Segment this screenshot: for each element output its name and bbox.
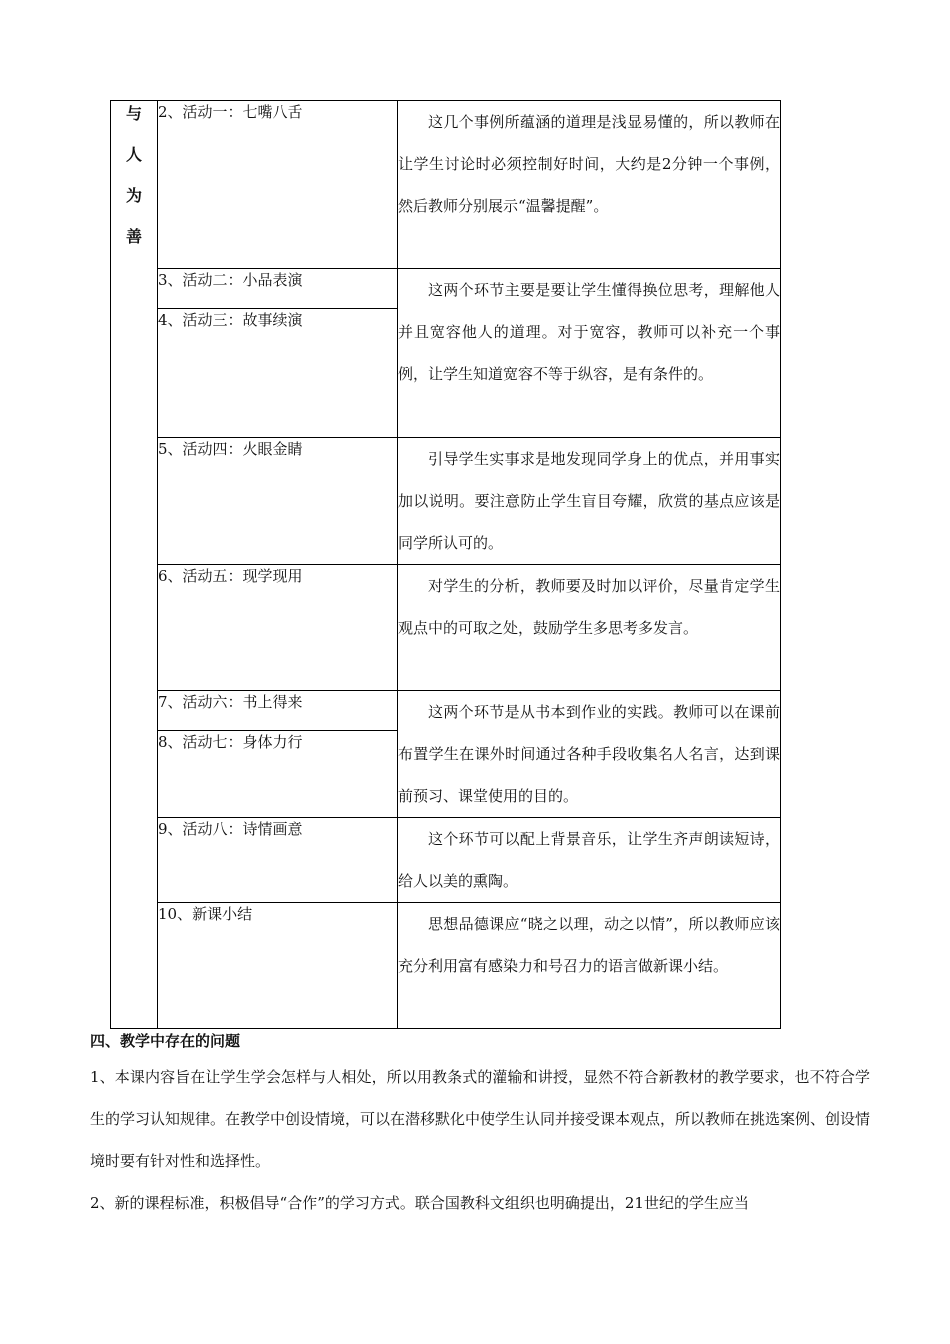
note-cell: 这个环节可以配上背景音乐，让学生齐声朗读短诗，给人以美的熏陶。 xyxy=(398,818,781,903)
side-label-cell xyxy=(111,101,158,1029)
activity-cell: 10、新课小结 xyxy=(158,903,398,1029)
note-cell: 思想品德课应“晓之以理，动之以情”，所以教师应该充分利用富有感染力和号召力的语言做新课小结。 xyxy=(398,903,781,1029)
paragraph: 1、本课内容旨在让学生学会怎样与人相处，所以用教条式的灌输和讲授，显然不符合新教材的教学要求，也不符合学生的学习认知规律。在教学中创设情境，可以在潜移默化中使学生认同并接受课本观点，所以教师在挑选案例、创设情境时要有针对性和选择性。 xyxy=(90,1068,871,1170)
table-row xyxy=(111,691,781,731)
activity-cell: 2、活动一：七嘴八舌 xyxy=(158,101,398,269)
note-cell: 对学生的分析，教师要及时加以评价，尽量肯定学生观点中的可取之处，鼓励学生多思考多发言。 xyxy=(398,565,781,691)
activity-table xyxy=(110,100,781,1029)
side-char: 人 xyxy=(125,145,142,164)
table-row xyxy=(111,818,781,903)
note-cell: 这两个环节是从书本到作业的实践。教师可以在课前布置学生在课外时间通过各种手段收集名人名言，达到课前预习、课堂使用的目的。 xyxy=(398,691,781,818)
activity-cell: 8、活动七：身体力行 xyxy=(158,731,398,818)
activity-cell: 9、活动八：诗情画意 xyxy=(158,818,398,903)
side-label xyxy=(111,101,157,247)
section-heading: 四、教学中存在的问题 xyxy=(90,1032,241,1050)
table-row xyxy=(111,101,781,269)
activity-cell: 5、活动四：火眼金睛 xyxy=(158,438,398,565)
note-cell: 引导学生实事求是地发现同学身上的优点，并用事实加以说明。要注意防止学生盲目夸耀，欣赏的基点应该是同学所认可的。 xyxy=(398,438,781,565)
table-row xyxy=(111,269,781,309)
side-char: 与 xyxy=(125,104,142,123)
activity-cell: 6、活动五：现学现用 xyxy=(158,565,398,691)
activity-cell: 4、活动三：故事续演 xyxy=(158,309,398,438)
note-cell: 这两个环节主要是要让学生懂得换位思考，理解他人并且宽容他人的道理。对于宽容，教师可以补充一个事例，让学生知道宽容不等于纵容，是有条件的。 xyxy=(398,269,781,438)
paragraph: 2、新的课程标准，积极倡导“合作”的学习方式。联合国教科文组织也明确提出，21世纪的学生应当 xyxy=(90,1194,749,1212)
side-char: 为 xyxy=(125,186,142,205)
table-row xyxy=(111,903,781,1029)
side-char: 善 xyxy=(125,227,142,246)
table-row xyxy=(111,438,781,565)
activity-cell: 3、活动二：小品表演 xyxy=(158,269,398,309)
table-row xyxy=(111,565,781,691)
note-cell: 这几个事例所蕴涵的道理是浅显易懂的，所以教师在让学生讨论时必须控制好时间，大约是2分钟一个事例，然后教师分别展示“温馨提醒”。 xyxy=(398,101,781,269)
activity-cell: 7、活动六：书上得来 xyxy=(158,691,398,731)
